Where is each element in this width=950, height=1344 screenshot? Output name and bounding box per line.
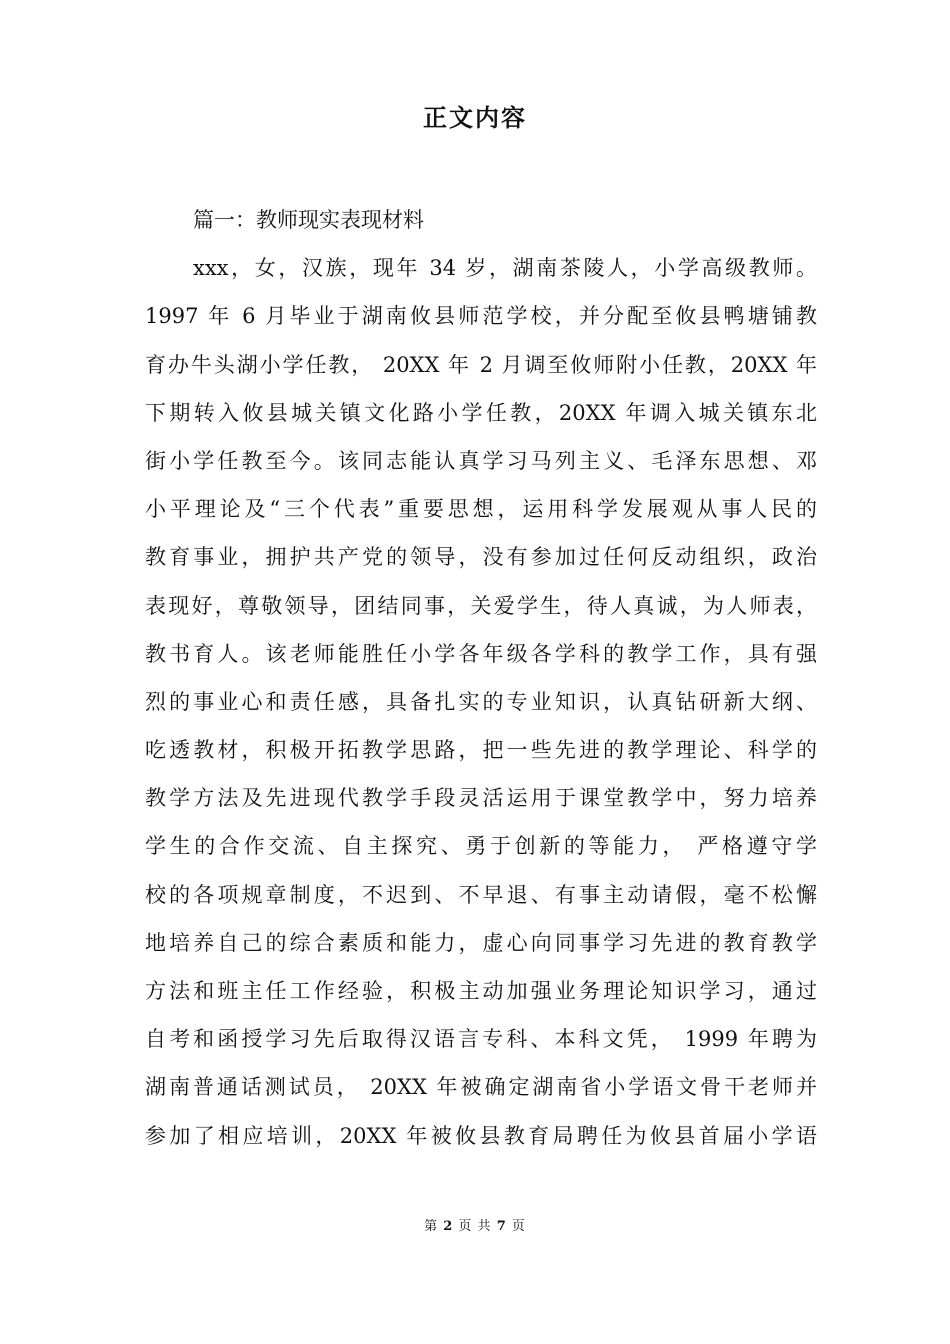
page-title: 正文内容	[423, 104, 527, 132]
total-pages-number: 7	[496, 1219, 507, 1234]
paragraph-line: 地培养自己的综合素质和能力，虚心向同事学习先进的教育教学	[145, 930, 817, 955]
paragraph-line: 教书育人。该老师能胜任小学各年级各学科的教学工作，具有强	[145, 641, 817, 666]
paragraph-line: 校的各项规章制度，不迟到、不早退、有事主动请假，毫不松懈	[145, 882, 817, 907]
section-heading: 篇一：教师现实表现材料	[193, 208, 424, 232]
footer-prefix: 第	[424, 1219, 439, 1234]
paragraph-line: 湖南普通话测试员， 20XX 年被确定湖南省小学语文骨干老师并	[145, 1075, 817, 1100]
paragraph-line: 吃透教材，积极开拓教学思路，把一些先进的教学理论、科学的	[145, 738, 817, 763]
paragraph-line: xxx，女，汉族，现年 34 岁，湖南茶陵人，小学高级教师。	[193, 256, 817, 281]
paragraph-line: 自考和函授学习先后取得汉语言专科、本科文凭， 1999 年聘为	[145, 1027, 817, 1052]
paragraph-line: 小平理论及“三个代表”重要思想，运用科学发展观从事人民的	[145, 497, 817, 522]
paragraph-line: 表现好，尊敬领导，团结同事，关爱学生，待人真诚，为人师表，	[145, 593, 817, 618]
paragraph-line: 街小学任教至今。该同志能认真学习马列主义、毛泽东思想、邓	[145, 448, 817, 473]
current-page-number: 2	[443, 1219, 454, 1234]
paragraph-line: 参加了相应培训，20XX 年被攸县教育局聘任为攸县首届小学语	[145, 1123, 817, 1148]
paragraph-line: 烈的事业心和责任感，具备扎实的专业知识，认真钻研新大纲、	[145, 689, 817, 714]
paragraph-line: 教育事业，拥护共产党的领导，没有参加过任何反动组织，政治	[145, 545, 817, 570]
paragraph-line: 方法和班主任工作经验，积极主动加强业务理论知识学习，通过	[145, 979, 817, 1003]
document-body	[145, 196, 817, 1160]
paragraph-line: 学生的合作交流、自主探究、勇于创新的等能力， 严格遵守学	[145, 834, 817, 859]
footer-suffix: 页	[511, 1219, 526, 1234]
paragraph-line: 育办牛头湖小学任教， 20XX 年 2 月调至攸师附小任教，20XX 年	[145, 352, 817, 377]
page-footer	[0, 1217, 950, 1237]
footer-middle: 页 共	[458, 1219, 492, 1234]
paragraph-line: 1997 年 6 月毕业于湖南攸县师范学校，并分配至攸县鸭塘铺教	[145, 304, 817, 329]
paragraph-line: 下期转入攸县城关镇文化路小学任教，20XX 年调入城关镇东北	[145, 400, 817, 425]
paragraph-line: 教学方法及先进现代教学手段灵活运用于课堂教学中，努力培养	[145, 786, 817, 811]
